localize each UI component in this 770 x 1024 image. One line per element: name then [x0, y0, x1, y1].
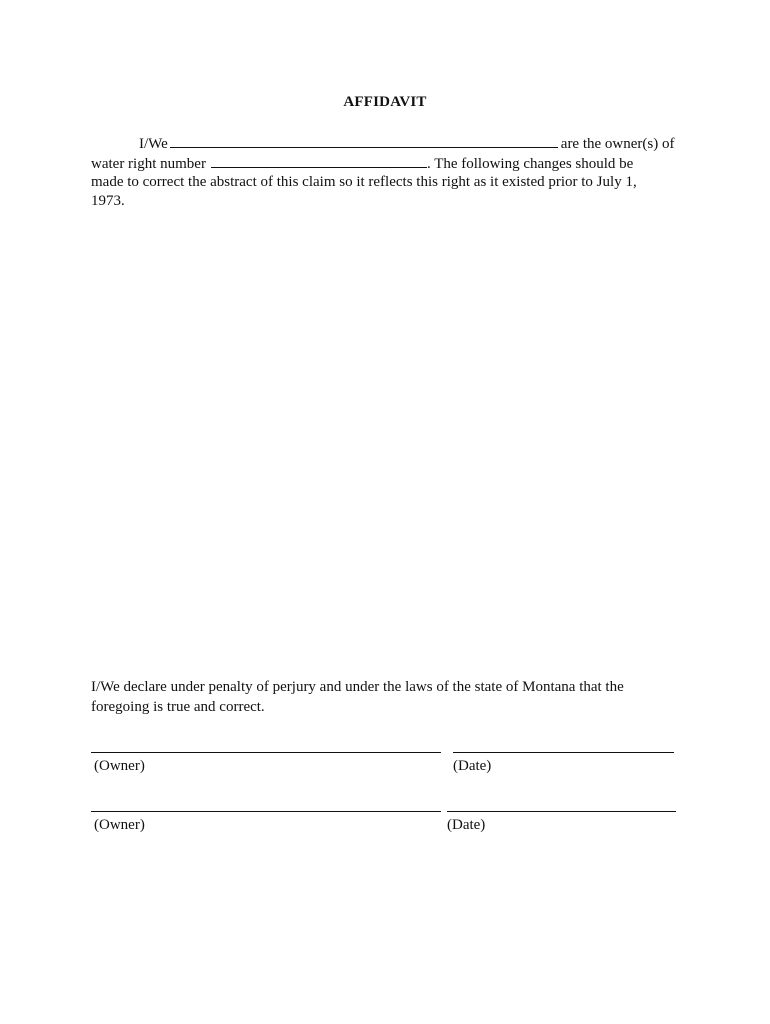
- water-right-number-blank[interactable]: [211, 153, 427, 168]
- date-label-2: (Date): [447, 817, 486, 833]
- paragraph-line-2: [91, 153, 681, 174]
- owners-of-label: are the owner(s) of: [560, 136, 675, 152]
- date-line-1[interactable]: [453, 752, 674, 753]
- document-title: AFFIDAVIT: [343, 94, 427, 110]
- date-label-1: (Date): [453, 758, 492, 774]
- declaration-line-1: I/We declare under penalty of perjury and under the laws of the state of Montana that the: [91, 679, 624, 695]
- water-right-label: water right number: [91, 156, 206, 172]
- paragraph-line-1: [91, 133, 681, 154]
- date-line-2[interactable]: [447, 811, 676, 812]
- owner-label-2: (Owner): [94, 817, 145, 833]
- owner-label-1: (Owner): [94, 758, 145, 774]
- iwe-label: I/We: [139, 136, 168, 152]
- owner-signature-line-1[interactable]: [91, 752, 441, 753]
- paragraph-line-3: made to correct the abstract of this claim so it reflects this right as it existed prior to July 1,: [91, 174, 637, 190]
- owner-signature-line-2[interactable]: [91, 811, 441, 812]
- declaration-line-2: foregoing is true and correct.: [91, 699, 265, 715]
- following-changes-label: . The following changes should be: [426, 156, 634, 172]
- paragraph-line-4: 1973.: [91, 193, 125, 209]
- owner-name-blank[interactable]: [170, 133, 558, 148]
